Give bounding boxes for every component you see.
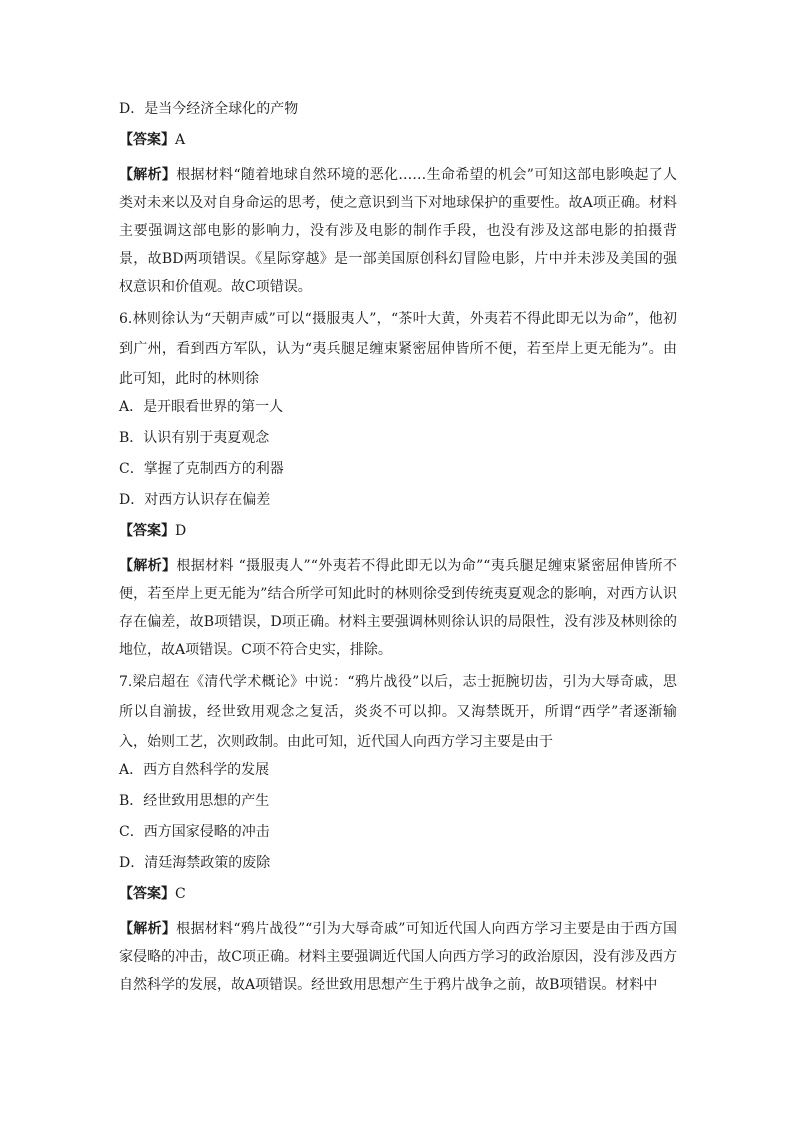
q6-option-d: D．对西方认识存在偏差 [119, 492, 271, 508]
q6-answer-value: D [175, 523, 187, 539]
q5-analysis-tag: 【解析】 [119, 167, 177, 183]
q6-analysis-tag: 【解析】 [119, 558, 177, 574]
page-content [119, 99, 677, 1002]
q5-answer [119, 130, 677, 150]
q5-analysis [119, 161, 677, 301]
q7-option-a: A．西方自然科学的发展 [119, 762, 270, 778]
q5-analysis-text: 根据材料“随着地球自然环境的恶化……生命希望的机会”可知这部电影唤起了人类对未来以及对自身命运的思考，使之意识到当下对地球保护的重要性。故A项正确。材料主要强调这部电影的影响力，没有涉及电影的制作手段，也没有涉及这部电影的拍摄背景，故BD两项错误。《星际穿越》是一部美国原创科幻冒险电影，片中并未涉及美国的强权意识和价值观。故C项错误。 [119, 167, 678, 295]
q5-answer-value: A [175, 132, 186, 148]
q6-option-a: A．是开眼看世界的第一人 [119, 399, 284, 415]
q6-option-c: C．掌握了克制西方的利器 [119, 461, 284, 477]
q7-analysis-tag: 【解析】 [119, 921, 177, 937]
q7-analysis-text: 根据材料“鸦片战役”“引为大辱奇戚”可知近代国人向西方学习主要是由于西方国家侵略的冲击，故C项正确。材料主要强调近代国人向西方学习的政治原因，没有涉及西方自然科学的发展，故A项错误。经世致用思想产生于鸦片战争之前，故B项错误。材料中 [119, 921, 677, 993]
q7-analysis [119, 915, 677, 999]
q7-option-b: B．经世致用思想的产生 [119, 793, 270, 809]
q6-option-b: B．认识有别于夷夏观念 [119, 430, 270, 446]
q5-answer-tag: 【答案】 [119, 132, 175, 148]
q6-analysis [119, 552, 677, 664]
q5-option-d: D．是当今经济全球化的产物 [119, 101, 299, 117]
q7-option-d: D．清廷海禁政策的废除 [119, 855, 271, 871]
q7-answer [119, 884, 677, 904]
q7-option-c: C．西方国家侵略的冲击 [119, 824, 270, 840]
q7-answer-value: C [175, 886, 186, 902]
q6-analysis-text: 根据材料 “摄服夷人”“外夷若不得此即无以为命”“夷兵腿足缠束紧密屈伸皆所不便，若至岸上更无能为”结合所学可知此时的林则徐受到传统夷夏观念的影响，对西方认识存在偏差，故B项错误，D项正确。材料主要强调林则徐认识的局限性，没有涉及林则徐的地位，故A项错误。C项不符合史实，排除。 [119, 558, 678, 658]
q6-answer-tag: 【答案】 [119, 523, 175, 539]
q6-answer [119, 521, 677, 541]
q6-stem: 6.林则徐认为“天朝声威”可以“摄服夷人”，“茶叶大黄，外夷若不得此即无以为命”，他初到广州，看到西方军队，认为“夷兵腿足缠束紧密屈伸皆所不便，若至岸上更无能为”。由此可知，此时的林则徐 [119, 311, 677, 387]
q7-stem: 7.梁启超在《清代学术概论》中说：“鸦片战役”以后，志士扼腕切齿，引为大辱奇戚，思所以自湔拔，经世致用观念之复活，炎炎不可以抑。又海禁既开，所谓“西学”者逐渐输入，始则工艺，次则政制。由此可知，近代国人向西方学习主要是由于 [119, 674, 677, 750]
q7-answer-tag: 【答案】 [119, 886, 175, 902]
